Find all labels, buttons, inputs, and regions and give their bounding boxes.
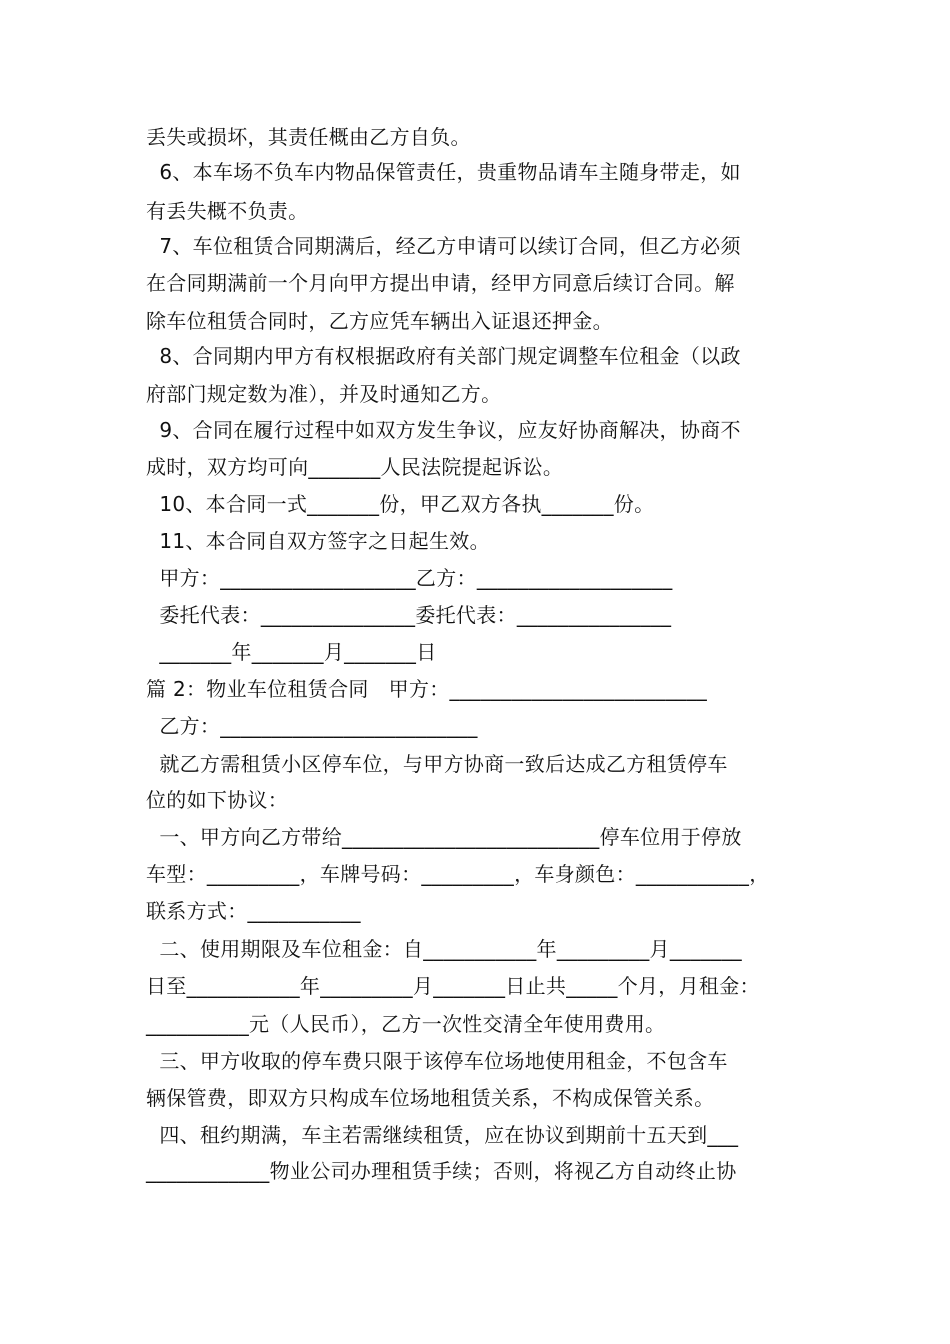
text-line: 就乙方需租赁小区停车位，与甲方协商一致后达成乙方租赁停车	[146, 752, 728, 776]
text-line: 8、合同期内甲方有权根据政府有关部门规定调整车位租金（以政	[146, 344, 741, 368]
text-line: 除车位租赁合同时，乙方应凭车辆出入证退还押金。	[146, 309, 613, 333]
text-line: 在合同期满前一个月向甲方提出申请，经甲方同意后续订合同。解	[146, 271, 735, 295]
text-line: ____________物业公司办理租赁手续；否则，将视乙方自动终止协	[146, 1159, 737, 1183]
text-line: __________元（人民币），乙方一次性交清全年使用费用。	[146, 1012, 666, 1036]
text-line: 位的如下协议：	[146, 788, 289, 812]
text-line: 府部门规定数为准），并及时通知乙方。	[146, 382, 502, 406]
text-line: 6、本车场不负车内物品保管责任，贵重物品请车主随身带走，如	[146, 160, 741, 184]
text-line: 成时，双方均可向_______人民法院提起诉讼。	[146, 455, 564, 479]
signature-line-representative: 委托代表：_______________委托代表：_______________	[146, 603, 672, 627]
text-line: 联系方式：___________	[146, 899, 361, 923]
text-line: 四、租约期满，车主若需继续租赁，应在协议到期前十五天到___	[146, 1123, 739, 1147]
text-line: 辆保管费，即双方只构成车位场地租赁关系，不构成保管关系。	[146, 1086, 715, 1110]
section-heading: 篇 2：物业车位租赁合同 甲方：_________________________	[146, 677, 708, 701]
text-line: 11、本合同自双方签字之日起生效。	[146, 529, 490, 553]
text-line: 10、本合同一式_______份，甲乙双方各执_______份。	[146, 492, 655, 516]
text-line: 有丢失概不负责。	[146, 199, 309, 223]
text-line: 三、甲方收取的停车费只限于该停车位场地使用租金，不包含车	[146, 1049, 728, 1073]
signature-line-party: 甲方：___________________乙方：___________________	[146, 566, 673, 590]
text-line: 一、甲方向乙方带给_________________________停车位用于停放	[146, 825, 742, 849]
text-line: 乙方：_________________________	[146, 714, 478, 738]
text-line: 9、合同在履行过程中如双方发生争议，应友好协商解决，协商不	[146, 418, 741, 442]
text-line: 车型：_________，车牌号码：_________，车身颜色：___________，	[146, 862, 770, 886]
text-line: 7、车位租赁合同期满后，经乙方申请可以续订合同，但乙方必须	[146, 234, 741, 258]
text-line: 二、使用期限及车位租金：自___________年_________月_______	[146, 937, 742, 961]
signature-line-date: _______年_______月_______日	[146, 640, 437, 664]
text-line: 日至___________年_________月_______日止共_____个月，月租金：	[146, 974, 760, 998]
text-line: 丢失或损坏，其责任概由乙方自负。	[146, 125, 471, 149]
